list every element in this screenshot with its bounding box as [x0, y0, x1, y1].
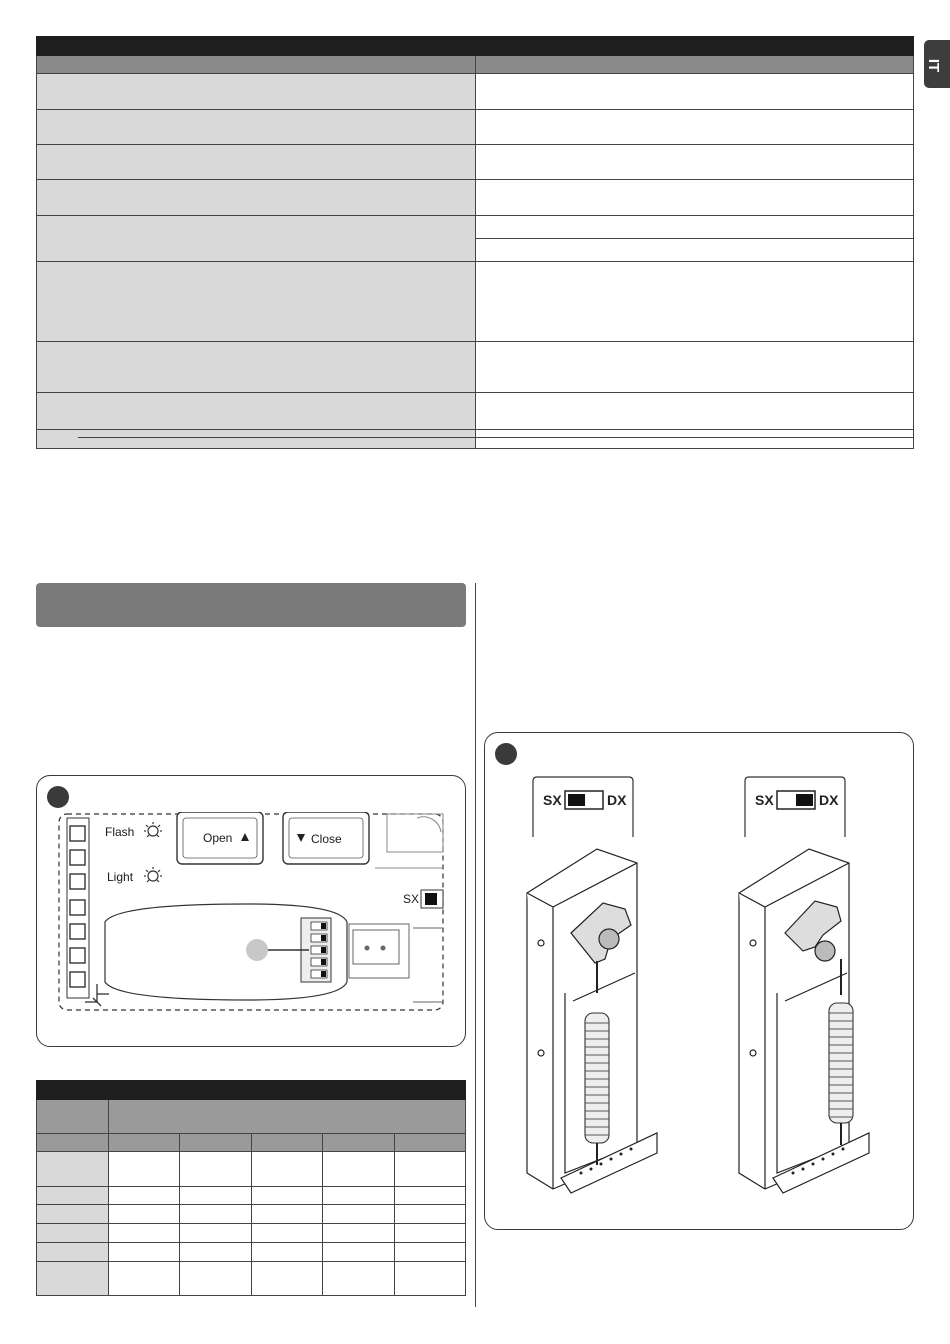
figure-installation — [484, 732, 914, 1230]
table-row — [37, 262, 914, 342]
switch-callout-left — [533, 777, 633, 837]
table-row — [37, 1262, 466, 1296]
flash-label: Flash — [105, 825, 135, 839]
close-button-label: Close — [311, 832, 342, 846]
dx-label-left: DX — [607, 792, 627, 808]
figure-number-badge — [47, 786, 69, 808]
sx-dx-switch[interactable] — [421, 890, 443, 908]
sx-label: SX — [403, 892, 420, 906]
table-row — [37, 1243, 466, 1262]
section-heading-bar — [36, 583, 466, 627]
divider — [78, 437, 914, 438]
table-row — [37, 110, 914, 145]
table-row — [37, 216, 914, 239]
table-row — [37, 145, 914, 180]
table-title-row — [37, 37, 914, 56]
table-row — [37, 1224, 466, 1243]
language-tab[interactable] — [924, 40, 950, 88]
language-tab-label: IT — [925, 58, 943, 73]
table-subheader-row — [37, 1134, 466, 1152]
barrier-cabinet-left — [527, 849, 657, 1193]
barrier-cabinet-right — [739, 849, 869, 1193]
light-bulb-icon — [144, 867, 162, 882]
table-row — [37, 1187, 466, 1205]
open-button[interactable] — [177, 812, 263, 864]
table-row — [37, 393, 914, 430]
flash-bulb-icon — [144, 822, 162, 837]
table-header-row — [37, 1100, 466, 1134]
table-row — [37, 180, 914, 216]
table-row — [37, 342, 914, 393]
figure-control-board — [36, 775, 466, 1047]
light-label: Light — [107, 870, 134, 884]
table-row — [37, 74, 914, 110]
table-row — [37, 1205, 466, 1224]
barrier-diagram — [485, 733, 913, 1229]
open-button-label: Open — [203, 831, 233, 845]
table-row — [37, 1152, 466, 1187]
column-divider — [475, 583, 476, 1307]
control-board-diagram — [57, 812, 447, 1014]
table-title-row — [37, 1081, 466, 1100]
terminal-block — [67, 818, 89, 998]
sx-label-left: SX — [543, 792, 562, 808]
dip-switch-table — [36, 1080, 466, 1296]
parameters-table — [36, 36, 914, 449]
close-button[interactable] — [283, 812, 369, 864]
sx-label-right: SX — [755, 792, 774, 808]
table-row — [37, 430, 914, 449]
table-header-row — [37, 56, 914, 74]
dx-label-right: DX — [819, 792, 839, 808]
connector — [349, 924, 443, 1002]
callout-circle — [246, 939, 268, 961]
switch-callout-right — [745, 777, 845, 837]
